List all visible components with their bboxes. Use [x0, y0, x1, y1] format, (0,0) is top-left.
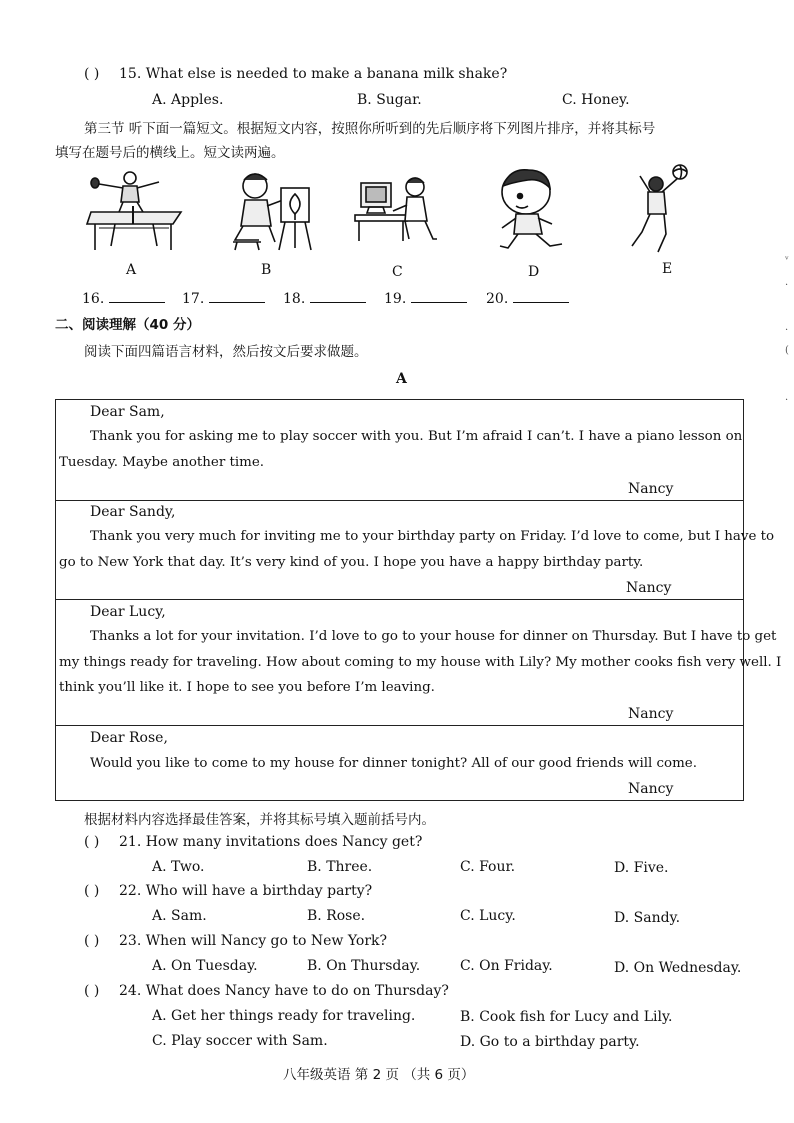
letter-line: my things ready for traveling. How about coming to my house with Lily? My mother cooks fish very well. I: [59, 655, 782, 670]
question-22-option-a: A. Sam.: [152, 908, 207, 924]
letter-greeting: Dear Rose,: [90, 730, 168, 746]
question-21-option-c: C. Four.: [460, 859, 516, 875]
boy-painting-icon: [225, 170, 317, 252]
scan-artifact: ·: [785, 280, 789, 291]
question-15-stem: 15. What else is needed to make a banana milk shake?: [119, 66, 508, 82]
picture-label-e: E: [662, 261, 673, 277]
question-24-option-d: D. Go to a birthday party.: [460, 1034, 640, 1050]
question-22-paren[interactable]: ( ): [84, 883, 100, 899]
picture-label-a: A: [126, 262, 137, 278]
part2-instruction: 阅读下面四篇语言材料，然后按文后要求做题。: [84, 344, 368, 360]
letter-greeting: Dear Lucy,: [90, 604, 166, 620]
letter-line: Tuesday. Maybe another time.: [59, 455, 265, 470]
question-21-option-b: B. Three.: [307, 859, 373, 875]
question-24-stem: 24. What does Nancy have to do on Thursday?: [119, 983, 449, 999]
question-23-option-d: D. On Wednesday.: [614, 960, 742, 976]
letter-signature: Nancy: [628, 481, 674, 497]
answer-blank-19[interactable]: 19.: [384, 288, 467, 307]
part2-heading: 二、阅读理解（40 分）: [55, 317, 200, 333]
questions-instruction: 根据材料内容选择最佳答案，并将其标号填入题前括号内。: [84, 812, 435, 828]
scan-artifact: (: [785, 345, 789, 356]
picture-label-b: B: [261, 262, 272, 278]
question-24-option-a: A. Get her things ready for traveling.: [152, 1008, 416, 1024]
question-23-stem: 23. When will Nancy go to New York?: [119, 933, 388, 949]
question-22-option-d: D. Sandy.: [614, 910, 681, 926]
letter-line: Thank you for asking me to play soccer with you. But I’m afraid I can’t. I have a piano lesson on: [90, 429, 743, 444]
question-21-stem: 21. How many invitations does Nancy get?: [119, 834, 423, 850]
question-24-option-c: C. Play soccer with Sam.: [152, 1033, 328, 1049]
section3-instruction-line2: 填写在题号后的横线上。短文读两遍。: [55, 145, 285, 161]
letter-lucy: [55, 600, 782, 726]
letter-signature: Nancy: [628, 706, 674, 722]
question-22-stem: 22. Who will have a birthday party?: [119, 883, 373, 899]
question-15-option-a: A. Apples.: [152, 92, 224, 108]
question-23-option-b: B. On Thursday.: [307, 958, 421, 974]
boy-running-icon: [494, 168, 570, 256]
answer-blank-17[interactable]: 17.: [182, 288, 265, 307]
letter-rose: [55, 726, 744, 801]
answer-blank-20[interactable]: 20.: [486, 288, 569, 307]
section3-instruction-line1: 第三节 听下面一篇短文。根据短文内容，按照你所听到的先后顺序将下列图片排序，并将其标号: [84, 121, 656, 137]
question-15-option-b: B. Sugar.: [357, 92, 422, 108]
question-21-paren[interactable]: ( ): [84, 834, 100, 850]
picture-label-d: D: [528, 264, 540, 280]
boy-at-computer-icon: [353, 175, 439, 245]
letter-line: Thanks a lot for your invitation. I’d love to go to your house for dinner on Thursday. But I have to get: [90, 629, 777, 644]
question-21-option-d: D. Five.: [614, 860, 669, 876]
question-23-paren[interactable]: ( ): [84, 933, 100, 949]
picture-label-c: C: [392, 264, 403, 280]
letter-signature: Nancy: [626, 580, 672, 596]
question-15-option-c: C. Honey.: [562, 92, 630, 108]
letter-greeting: Dear Sandy,: [90, 504, 176, 520]
answer-blank-18[interactable]: 18.: [283, 288, 366, 307]
volleyball-player-icon: [628, 162, 704, 256]
page-footer: 八年级英语 第 2 页 （共 6 页）: [283, 1067, 475, 1083]
letter-sam: [55, 399, 744, 501]
question-15-paren: ( ): [84, 66, 100, 82]
question-23-option-c: C. On Friday.: [460, 958, 553, 974]
question-23-option-a: A. On Tuesday.: [152, 958, 258, 974]
question-22-option-c: C. Lucy.: [460, 908, 516, 924]
passage-label: A: [396, 371, 407, 387]
question-24-option-b: B. Cook fish for Lucy and Lily.: [460, 1009, 673, 1025]
question-22-option-b: B. Rose.: [307, 908, 366, 924]
question-21-option-a: A. Two.: [152, 859, 205, 875]
question-24-paren[interactable]: ( ): [84, 983, 100, 999]
letter-line: go to New York that day. It’s very kind of you. I hope you have a happy birthday party.: [59, 555, 644, 570]
letter-line: think you’ll like it. I hope to see you before I’m leaving.: [59, 680, 435, 695]
letter-greeting: Dear Sam,: [90, 404, 165, 420]
scan-artifact: ·: [785, 395, 789, 406]
table-tennis-player-icon: [85, 168, 185, 256]
letter-line: Thank you very much for inviting me to your birthday party on Friday. I’d love to come, but I have to: [90, 529, 775, 544]
scan-artifact: ᵛ: [785, 255, 789, 266]
scan-artifact: ·: [785, 325, 789, 336]
answer-blank-16[interactable]: 16.: [82, 288, 165, 307]
letter-line: Would you like to come to my house for dinner tonight? All of our good friends will come.: [90, 756, 697, 771]
letter-signature: Nancy: [628, 781, 674, 797]
letter-sandy: [55, 500, 775, 600]
